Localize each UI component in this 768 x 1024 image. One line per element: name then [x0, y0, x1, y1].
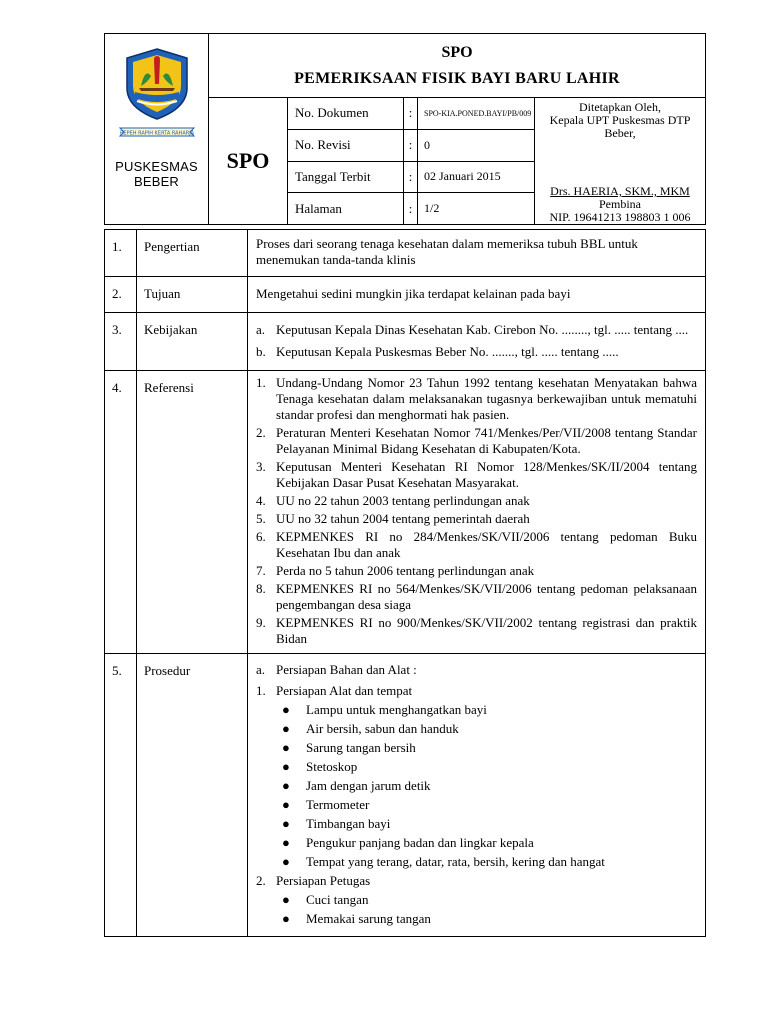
logo-motto: REPEH RAPIH KERTA RAHARJA — [119, 130, 194, 137]
list-item: 7. Perda no 5 tahun 2006 tentang perlindungan anak — [256, 563, 535, 578]
field-value-page: 1/2 — [418, 193, 535, 225]
list-item: 2. Peraturan Menteri Kesehatan Nomor 741/Menkes/Per/VII/2008 tentang Standar Pelayanan Minimal Bidang Kesehatan di Kabupaten/Kota. — [256, 425, 697, 456]
field-label-issue-date: Tanggal Terbit — [288, 161, 404, 193]
list-item: 6. KEPMENKES RI no 284/Menkes/SK/VII/2006 tentang pedoman Buku Kesehatan Ibu dan anak — [256, 529, 697, 560]
list-item: ● Termometer — [282, 797, 370, 812]
section-number: 5. — [105, 654, 137, 937]
section-number: 4. — [105, 371, 137, 654]
approver-nip: NIP. 19641213 198803 1 006 — [549, 210, 691, 224]
section-row-pengertian — [105, 230, 706, 277]
bullet-icon: ● — [282, 854, 290, 869]
list-item: ● Cuci tangan — [282, 892, 369, 907]
field-value-doc-number: SPO-KIA.PONED.BAYI/PB/009 — [418, 98, 535, 130]
bullet-icon: ● — [282, 778, 290, 793]
field-label-doc-number: No. Dokumen — [288, 98, 404, 130]
field-label-page: Halaman — [288, 193, 404, 225]
title-cell — [209, 34, 706, 98]
spo-label: SPO — [209, 98, 288, 225]
list-item: 8. KEPMENKES RI no 564/Menkes/SK/VII/2006 tentang pedoman pelaksanaan pengembangan desa siaga — [256, 581, 697, 612]
bullet-icon: ● — [282, 721, 290, 736]
list-item: ● Lampu untuk menghangatkan bayi — [282, 702, 487, 717]
section-number: 2. — [105, 277, 137, 313]
list-item: 1. Persiapan Alat dan tempat — [256, 683, 413, 698]
list-item: a. Persiapan Bahan dan Alat : — [256, 662, 417, 677]
page-title: PEMERIKSAAN FISIK BAYI BARU LAHIR — [294, 70, 620, 87]
reference-list — [256, 375, 697, 647]
bullet-icon: ● — [282, 835, 290, 850]
list-item: 9. KEPMENKES RI no 900/Menkes/SK/VII/2002 tentang registrasi dan praktik Bidan — [256, 615, 697, 646]
section-row-referensi — [105, 371, 706, 654]
section-title: Prosedur — [137, 654, 248, 937]
doc-type: SPO — [441, 44, 473, 61]
list-item: 1. Undang-Undang Nomor 23 Tahun 1992 tentang kesehatan Menyatakan bahwa Tenaga kesehatan dalam melaksanakan tugasnya berkewajiban untuk mematuhi standar profesi dan menghormati hak pasien. — [256, 375, 697, 422]
list-item: ● Stetoskop — [282, 759, 358, 774]
section-title: Referensi — [137, 371, 248, 654]
section-title: Pengertian — [137, 230, 248, 277]
bullet-icon: ● — [282, 816, 290, 831]
list-item: 4. UU no 22 tahun 2003 tentang perlindungan anak — [256, 493, 530, 508]
field-value-issue-date: 02 Januari 2015 — [418, 161, 535, 193]
definition-text: Proses dari seorang tenaga kesehatan dalam memeriksa tubuh BBL untuk menemukan tanda-tanda klinis — [256, 236, 638, 267]
section-content — [248, 313, 706, 371]
approval-line2: Kepala UPT Puskesmas DTP Beber, — [549, 113, 691, 140]
section-title: Tujuan — [137, 277, 248, 313]
list-item: ● Air bersih, sabun dan handuk — [282, 721, 459, 736]
bullet-icon: ● — [282, 892, 290, 907]
section-title: Kebijakan — [137, 313, 248, 371]
approver-rank: Pembina — [599, 197, 641, 211]
procedure-list — [256, 662, 697, 699]
document-header — [104, 33, 706, 225]
bullet-icon: ● — [282, 797, 290, 812]
list-item: ● Memakai sarung tangan — [282, 911, 431, 926]
list-item: b. Keputusan Kepala Puskesmas Beber No. ......., tgl. ..... tentang ..... — [256, 344, 619, 359]
section-number: 3. — [105, 313, 137, 371]
procedure-table — [104, 229, 706, 937]
equipment-list — [256, 702, 697, 870]
colon: : — [404, 161, 418, 193]
list-item: ● Tempat yang terang, datar, rata, bersih, kering dan hangat — [282, 854, 605, 869]
list-item: ● Timbangan bayi — [282, 816, 391, 831]
colon: : — [404, 98, 418, 130]
section-row-tujuan — [105, 277, 706, 313]
procedure-list-2 — [256, 873, 697, 889]
purpose-text: Mengetahui sedini mungkin jika terdapat kelainan pada bayi — [256, 286, 571, 301]
section-content — [248, 654, 706, 937]
section-content — [248, 277, 706, 313]
policy-list — [256, 322, 697, 360]
regency-emblem-icon — [121, 46, 193, 122]
bullet-icon: ● — [282, 740, 290, 755]
section-row-kebijakan — [105, 313, 706, 371]
section-number: 1. — [105, 230, 137, 277]
list-item: 5. UU no 32 tahun 2004 tentang pemerintah daerah — [256, 511, 530, 526]
list-item: 3. Keputusan Menteri Kesehatan RI Nomor 128/Menkes/SK/II/2004 tentang Kebijakan Dasar Pusat Kesehatan Masyarakat. — [256, 459, 697, 490]
approval-line1: Ditetapkan Oleh, — [579, 100, 661, 114]
list-item: a. Keputusan Kepala Dinas Kesehatan Kab. Cirebon No. ........, tgl. ..... tentang .... — [256, 322, 689, 337]
section-content — [248, 230, 706, 277]
bullet-icon: ● — [282, 759, 290, 774]
list-item: 2. Persiapan Petugas — [256, 873, 371, 888]
list-item: ● Pengukur panjang badan dan lingkar kepala — [282, 835, 534, 850]
approval-block — [535, 98, 706, 225]
office-name: PUSKESMAS BEBER — [115, 159, 198, 189]
field-label-revision: No. Revisi — [288, 129, 404, 161]
colon: : — [404, 193, 418, 225]
staff-prep-list — [256, 892, 697, 927]
approver-name: Drs. HAERIA, SKM., MKM — [550, 184, 690, 198]
section-row-prosedur — [105, 654, 706, 937]
colon: : — [404, 129, 418, 161]
list-item: ● Jam dengan jarum detik — [282, 778, 431, 793]
logo-cell — [105, 34, 209, 225]
list-item: ● Sarung tangan bersih — [282, 740, 416, 755]
motto-ribbon-icon — [118, 126, 196, 138]
bullet-icon: ● — [282, 911, 290, 926]
section-content — [248, 371, 706, 654]
bullet-icon: ● — [282, 702, 290, 717]
field-value-revision: 0 — [418, 129, 535, 161]
